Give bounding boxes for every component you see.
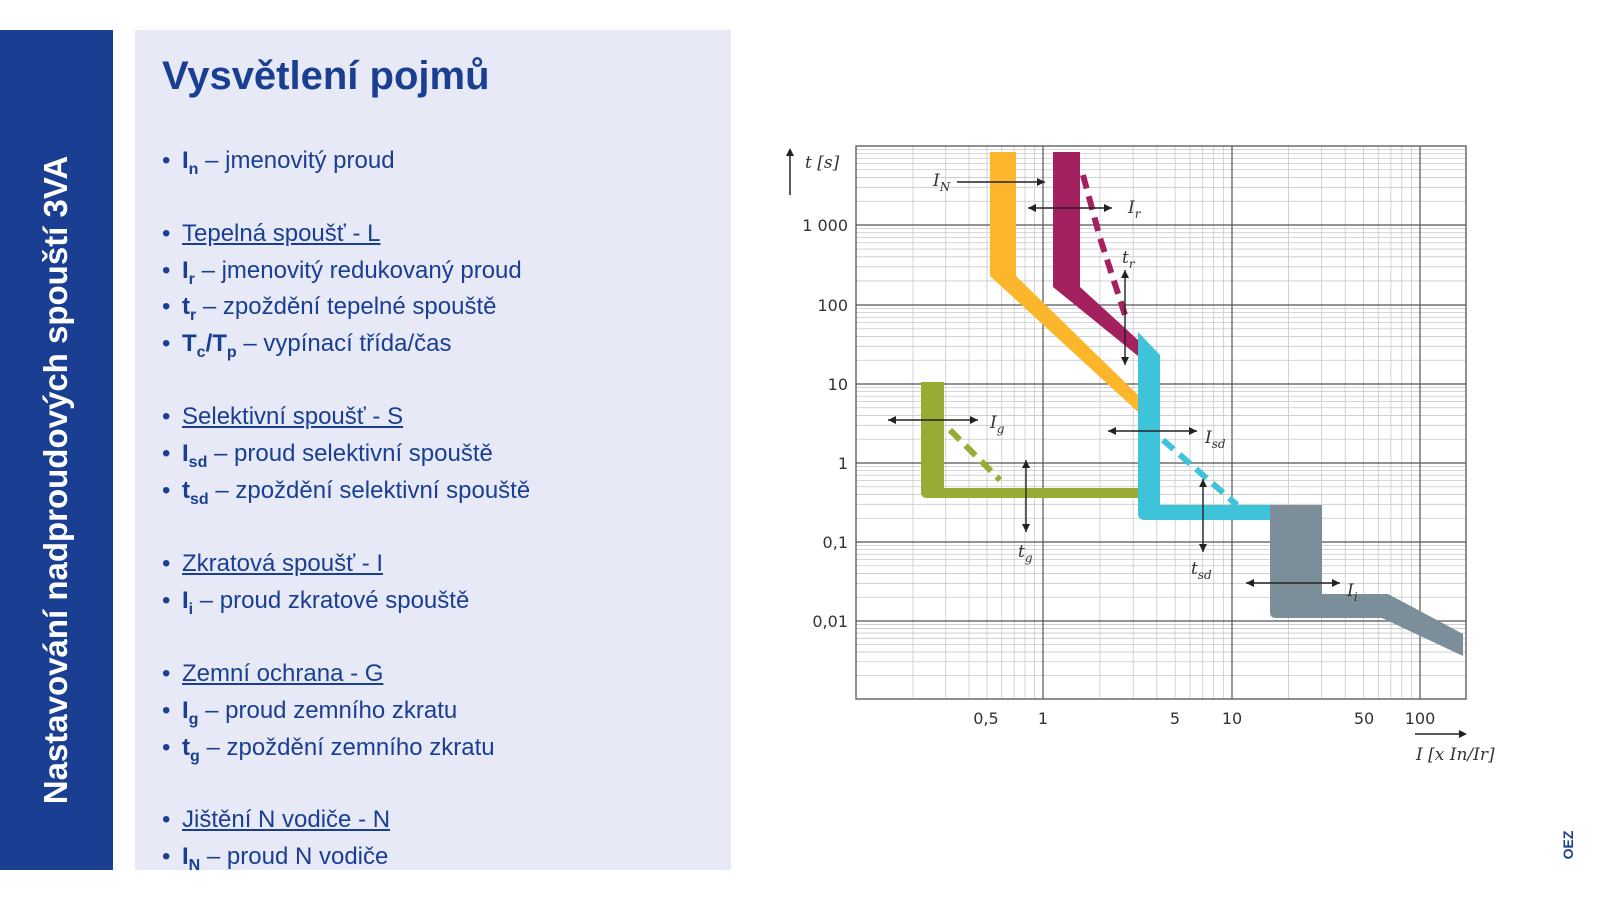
bullet: •	[162, 257, 171, 284]
symbol: $I_{sd}$	[182, 440, 208, 471]
arrow-head	[970, 416, 978, 424]
symbol: $I_n$	[182, 147, 199, 178]
arrow-head	[786, 148, 794, 156]
y-tick-label: 0,1	[822, 533, 848, 552]
section-heading	[162, 403, 403, 431]
section-heading	[162, 220, 380, 248]
bullet: •	[162, 477, 171, 504]
dashed-curve-tsd	[1163, 440, 1237, 505]
y-axis-label: t [s]	[805, 153, 840, 173]
arrow-head	[1028, 204, 1036, 212]
trip-characteristic-diagram	[770, 140, 1495, 780]
definition-item	[162, 440, 493, 472]
sidebar	[0, 30, 113, 870]
y-tick-label: 1	[837, 454, 848, 473]
arrow-head	[1459, 730, 1467, 738]
section-heading-text: Selektivní spoušť - S	[182, 403, 404, 430]
bullet: •	[162, 550, 171, 577]
arrow-head	[1037, 178, 1045, 186]
annotation-tsd: $t_{sd}$	[1191, 559, 1212, 582]
annotation-Ii: $I_i$	[1347, 581, 1358, 604]
symbol: $I_g$	[182, 697, 199, 728]
bullet: •	[162, 806, 171, 833]
y-tick-label: 100	[817, 296, 848, 315]
section-heading-text: Jištění N vodiče - N	[182, 806, 391, 833]
y-tick-label: 0,01	[812, 612, 848, 631]
bullet: •	[162, 293, 171, 320]
x-tick-label: 100	[1404, 709, 1436, 728]
annotation-IN: $I_N$	[933, 171, 951, 194]
definition-text: – zpoždění selektivní spouště	[208, 477, 531, 504]
x-tick-label: 1	[1037, 709, 1049, 728]
symbol: $t_r$	[182, 293, 197, 324]
definition-text: – jmenovitý proud	[198, 147, 395, 174]
bullet: •	[162, 440, 171, 467]
bullet: •	[162, 843, 171, 870]
definition-item	[162, 843, 388, 875]
dashed-curve-tr	[1083, 175, 1125, 315]
definition-item	[162, 587, 469, 619]
bullet: •	[162, 587, 171, 614]
x-tick-label: 0,5	[973, 709, 999, 728]
definition-text: – zpoždění tepelné spouště	[196, 293, 497, 320]
y-tick-label: 1 000	[802, 216, 848, 235]
bullet: •	[162, 734, 171, 761]
bullet: •	[162, 147, 171, 174]
arrow-head	[1332, 579, 1340, 587]
arrow-head	[1104, 204, 1112, 212]
annotation-tr: $t_r$	[1122, 248, 1135, 271]
definition-text: – proud zkratové spouště	[193, 587, 470, 614]
symbol: $I_i$	[182, 587, 194, 618]
section-heading	[162, 806, 390, 834]
bullet: •	[162, 330, 171, 357]
panel-title: Vysvětlení pojmů	[162, 54, 490, 98]
symbol: $t_g$	[182, 734, 200, 765]
bullet: •	[162, 403, 171, 430]
symbol: $t_{sd}$	[182, 477, 209, 508]
x-axis-label: I [x In/Ir]	[1416, 745, 1495, 765]
definition-text: – proud selektivní spouště	[207, 440, 493, 467]
definition-item	[162, 697, 457, 729]
definition-item	[162, 147, 395, 179]
arrow-head	[1022, 524, 1030, 532]
dashed-curve-tg	[950, 430, 1000, 480]
curve-bands	[921, 152, 1463, 656]
definition-item	[162, 330, 451, 362]
oez-logo: OEZ	[1560, 830, 1576, 860]
arrow-head	[1121, 357, 1129, 365]
definition-text: – proud zemního zkratu	[198, 697, 458, 724]
arrow-head	[1022, 460, 1030, 468]
annotation-Ig: $I_g$	[990, 413, 1005, 436]
bullet: •	[162, 697, 171, 724]
definition-text: – vypínací třída/čas	[236, 330, 452, 357]
definition-text: – jmenovitý redukovaný proud	[194, 257, 522, 284]
arrow-head	[1108, 427, 1116, 435]
annotation-tg: $t_g$	[1018, 542, 1033, 565]
sidebar-title: Nastavování nadproudových spouští 3VA	[37, 155, 74, 805]
section-heading	[162, 660, 383, 688]
arrow-head	[1199, 544, 1207, 552]
symbol: $I_N$	[182, 843, 201, 874]
bullet: •	[162, 660, 171, 687]
bullet: •	[162, 220, 171, 247]
symbol: $T_c/T_p$	[182, 330, 237, 361]
annotation-Ir: $I_r$	[1128, 198, 1141, 221]
section-heading-text: Zkratová spoušť - I	[182, 550, 384, 577]
definition-item	[162, 734, 495, 766]
symbol: $I_r$	[182, 257, 195, 288]
definition-text: – zpoždění zemního zkratu	[199, 734, 495, 761]
definitions-panel	[135, 30, 731, 874]
section-heading-text: Tepelná spoušť - L	[182, 220, 381, 247]
section-heading-text: Zemní ochrana - G	[182, 660, 384, 687]
arrow-head	[1246, 579, 1254, 587]
arrow-head	[1121, 270, 1129, 278]
definition-item	[162, 293, 496, 325]
x-tick-label: 50	[1353, 709, 1375, 728]
arrow-head	[888, 416, 896, 424]
definition-text: – proud N vodiče	[200, 843, 389, 870]
definition-item	[162, 477, 530, 509]
annotation-Isd: $I_{sd}$	[1205, 428, 1226, 451]
y-tick-label: 10	[827, 375, 848, 394]
x-tick-label: 5	[1169, 709, 1181, 728]
x-tick-label: 10	[1221, 709, 1243, 728]
arrow-head	[1189, 427, 1197, 435]
definition-item	[162, 257, 522, 289]
section-heading	[162, 550, 383, 578]
